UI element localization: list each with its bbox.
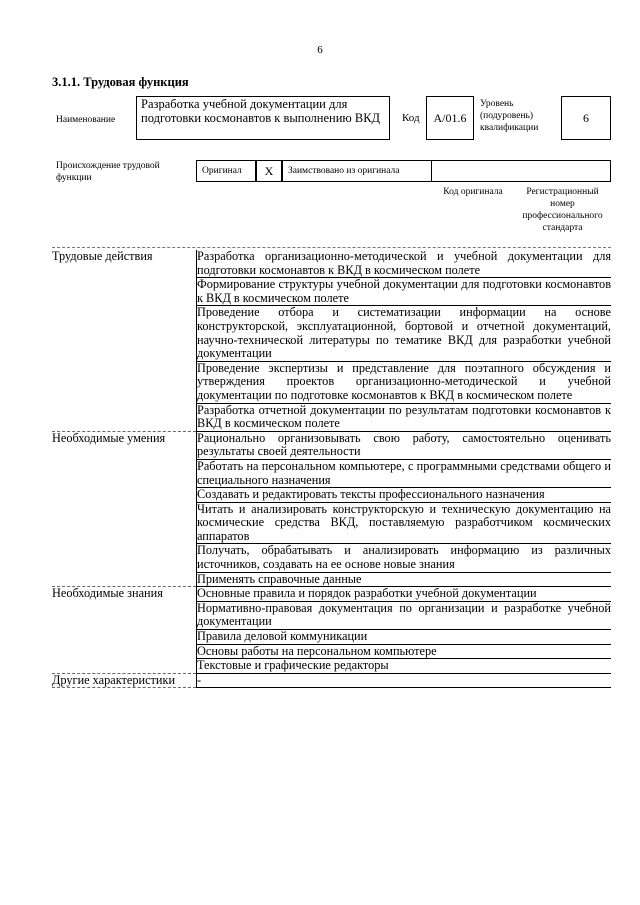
name-value: Разработка учебной документации для подготовки космонавтов к выполнению ВКД: [141, 97, 381, 125]
section-item: Проведение экспертизы и представление для поэтапного обсуждения и утверждения проектов организационно-методической и учебной документации по подготовке космонавтов к ВКД в космическом полете: [197, 360, 611, 402]
section-item: Рационально организовывать свою работу, самостоятельно оценивать результаты своей деятельности: [197, 430, 611, 459]
section-item: Нормативно-правовая документация по организации и разработке учебной документации: [197, 600, 611, 629]
borrowed-label-cell: [282, 160, 432, 182]
section-item: Проведение отбора и систематизации информации на основе конструкторской, эксплуатационной, бортовой и отчетной документаций, научно-технической литературы по тематике ВКД для разработки учебной документации: [197, 305, 611, 361]
table-row: [52, 250, 611, 278]
section-item: Применять справочные данные: [197, 572, 612, 587]
table-row: [52, 587, 611, 602]
section-item: Текстовые и графические редакторы: [197, 659, 612, 674]
section-item: -: [197, 673, 612, 688]
section-item: Основные правила и порядок разработки учебной документации: [197, 587, 612, 602]
page-number: 6: [317, 44, 323, 56]
function-table: [52, 250, 611, 688]
name-value-box: [136, 96, 390, 140]
name-label: Наименование: [56, 115, 116, 125]
section-item: Правила деловой коммуникации: [197, 630, 612, 645]
level-value-box: [561, 96, 611, 140]
section-item: Формирование структуры учебной документации для подготовки космонавтов к ВКД в космическом полете: [197, 277, 611, 305]
original-mark: Х: [264, 163, 274, 178]
table-row: [52, 431, 611, 459]
section-item: Основы работы на персональном компьютере: [197, 644, 612, 659]
code-value: А/01.6: [433, 110, 467, 125]
code-original-label: Код оригинала: [443, 187, 503, 197]
reg-number-label: Регистрационный номер профессионального стандарта: [522, 187, 603, 233]
section-item: Создавать и редактировать тексты профессионального назначения: [197, 488, 612, 503]
original-mark-cell: [256, 160, 282, 182]
section-name: Другие характеристики: [52, 673, 197, 688]
original-label: Оригинал: [202, 166, 242, 176]
table-row: [52, 673, 611, 688]
code-original-cell: [432, 160, 514, 182]
section-title: 3.1.1. Трудовая функция: [52, 75, 189, 89]
section-item: Читать и анализировать конструкторскую и техническую документацию на космические средства ВКД, поставляемую разработчиком космических аппаратов: [197, 501, 611, 543]
section-item: Получать, обрабатывать и анализировать информацию из различных источников, создавать на ее основе новые знания: [197, 543, 611, 572]
section-item: Разработка организационно-методической и учебной документации для подготовки космонавтов к ВКД в космическом полете: [197, 249, 611, 277]
section-divider: [52, 247, 611, 248]
section-item: Работать на персональном компьютере, с программными средствами общего и специального назначения: [197, 458, 611, 487]
reg-number-cell: [514, 160, 611, 182]
section-name: Необходимые умения: [52, 431, 197, 587]
section-item: Разработка отчетной документации по результатам подготовки космонавтов к ВКД в космическом полете: [197, 402, 611, 431]
origin-label: Происхождение трудовой функции: [56, 161, 160, 183]
level-label: Уровень (подуровень) квалификации: [480, 99, 539, 133]
section-name: Необходимые знания: [52, 587, 197, 674]
code-value-box: [426, 96, 474, 140]
borrowed-label: Заимствовано из оригинала: [288, 166, 400, 176]
function-table-body: [52, 250, 611, 688]
origin-row: [196, 160, 432, 182]
original-label-cell: [196, 160, 256, 182]
level-value: 6: [583, 110, 589, 125]
code-label: Код: [402, 112, 420, 124]
section-name: Трудовые действия: [52, 250, 197, 431]
